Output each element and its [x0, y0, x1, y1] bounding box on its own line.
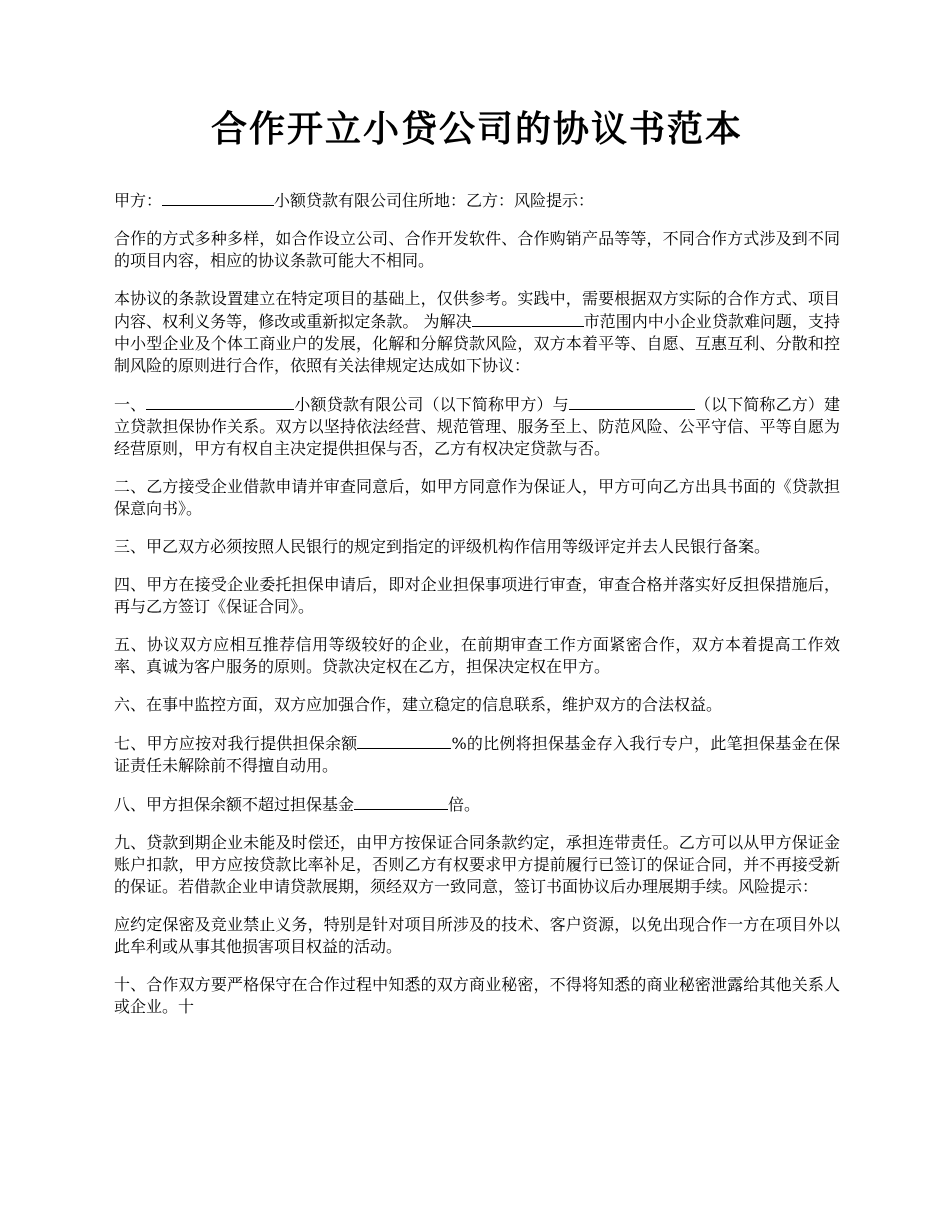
multiple-blank — [354, 793, 448, 810]
party-header-line — [114, 189, 840, 212]
party-header-rest: 小额贷款有限公司住所地：乙方：风险提示： — [274, 191, 595, 211]
clause-8-start: 八、甲方担保余额不超过担保基金 — [114, 795, 355, 815]
clause-4: 四、甲方在接受企业委托担保申请后，即对企业担保事项进行审查，审查合格并落实好反担保措施后，再与乙方签订《保证合同》。 — [114, 575, 840, 617]
clause-7 — [114, 732, 840, 777]
clause-1-mid: 小额贷款有限公司（以下简称甲方）与 — [294, 395, 569, 415]
clause-10: 十、合作双方要严格保守在合作过程中知悉的双方商业秘密，不得将知悉的商业秘密泄露给其他关系人或企业。十 — [114, 975, 840, 1017]
clause-8 — [114, 793, 840, 816]
risk-note-paragraph: 应约定保密及竞业禁止义务，特别是针对项目所涉及的技术、客户资源，以免出现合作一方在项目外以此牟利或从事其他损害项目权益的活动。 — [114, 915, 840, 957]
lender-name-blank — [146, 393, 294, 410]
clause-1-start: 一、 — [114, 395, 147, 415]
clause-2: 二、乙方接受企业借款申请并审查同意后，如甲方同意作为保证人，甲方可向乙方出具书面的《贷款担保意向书》。 — [114, 477, 840, 519]
clause-6: 六、在事中监控方面，双方应加强合作，建立稳定的信息联系，维护双方的合法权益。 — [114, 695, 723, 715]
clause-9: 九、贷款到期企业未能及时偿还，由甲方按保证合同条款约定，承担连带责任。乙方可以从甲方保证金账户扣款，甲方应按贷款比率补足，否则乙方有权要求甲方提前履行已签订的保证合同，并不再接受新的保证。若借款企业申请贷款展期，须经双方一致同意，签订书面协议后办理展期手续。风险提示： — [114, 833, 840, 897]
paragraph-preamble — [114, 288, 840, 377]
city-blank — [472, 310, 584, 327]
document-page — [114, 108, 840, 1034]
clause-7-end: %的比例将担保基金存入我行专户，此笔担保基金在保证责任未解除前不得擅自动用。 — [114, 734, 840, 776]
document-title: 合作开立小贷公司的协议书范本 — [210, 108, 743, 150]
clause-5: 五、协议双方应相互推荐信用等级较好的企业，在前期审查工作方面紧密合作，双方本着提高工作效率、真诚为客户服务的原则。贷款决定权在乙方，担保决定权在甲方。 — [114, 635, 840, 677]
paragraph-intro: 合作的方式多种多样，如合作设立公司、合作开发软件、合作购销产品等等，不同合作方式涉及到不同的项目内容，相应的协议条款可能大不相同。 — [114, 229, 840, 271]
preamble-text-end: 市范围内中小企业贷款难问题，支持中小型企业及个体工商业户的发展，化解和分解贷款风险，双方本着平等、自愿、互惠互利、分散和控制风险的原则进行合作，依照有关法律规定达成如下协议： — [114, 312, 840, 376]
ratio-blank — [357, 732, 451, 749]
bank-name-blank — [569, 393, 695, 410]
preamble-text-start: 本协议的条款设置建立在特定项目的基础上，仅供参考。实践中，需要根据双方实际的合作方式、项目内容、权利义务等，修改或重新拟定条款。 为解决 — [114, 289, 840, 332]
clause-7-start: 七、甲方应按对我行提供担保余额 — [114, 734, 358, 754]
clause-3: 三、甲乙双方必须按照人民银行的规定到指定的评级机构作信用等级评定并去人民银行备案。 — [114, 537, 771, 557]
clause-1 — [114, 393, 840, 460]
clause-1-end: （以下简称乙方）建立贷款担保协作关系。双方以坚持依法经营、规范管理、服务至上、防范风险、公平守信、平等自愿为经营原则，甲方有权自主决定提供担保与否，乙方有权决定贷款与否。 — [114, 395, 840, 459]
party-a-blank — [162, 189, 274, 206]
clause-8-end: 倍。 — [448, 795, 481, 815]
party-a-label: 甲方： — [114, 191, 163, 211]
